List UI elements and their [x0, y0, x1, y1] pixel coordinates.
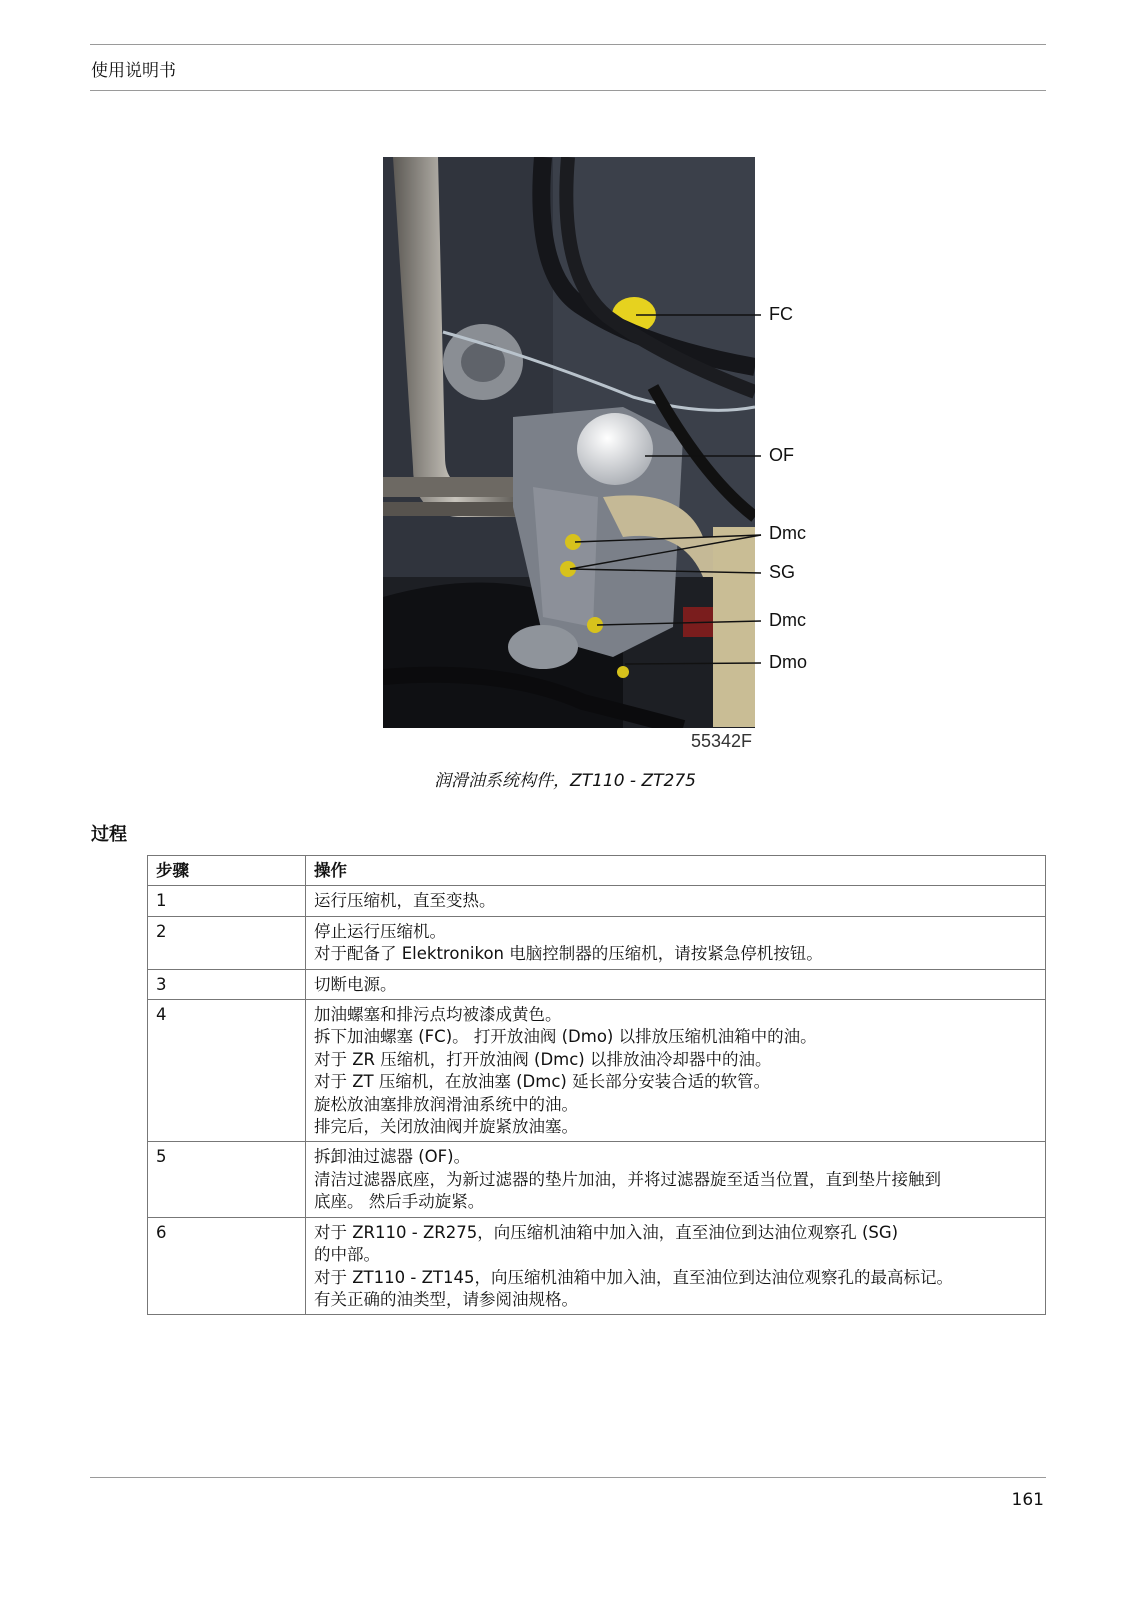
- document-title: 使用说明书: [91, 61, 176, 81]
- action-line: 运行压缩机，直至变热。: [314, 891, 496, 911]
- header-top-rule: [90, 44, 1046, 45]
- action-line: 有关正确的油类型，请参阅油规格。: [314, 1289, 578, 1309]
- step-number: 2: [148, 916, 306, 969]
- action-line: 的中部。: [314, 1245, 380, 1265]
- figure-id: 55342F: [691, 731, 753, 751]
- step-action: [306, 916, 1046, 969]
- procedure-table: [147, 855, 1046, 1315]
- action-line: 对于 ZR 压缩机，打开放油阀 (Dmc) 以排放油冷却器中的油。: [314, 1049, 772, 1069]
- section-title: 过程: [91, 824, 127, 845]
- step-action: [306, 1217, 1046, 1315]
- table-row: [148, 969, 1046, 999]
- header-bottom-rule: [90, 90, 1046, 91]
- action-line: 清洁过滤器底座，为新过滤器的垫片加油，并将过滤器旋至适当位置，直到垫片接触到: [314, 1169, 941, 1189]
- header-step: 步骤: [148, 856, 306, 886]
- action-line: 对于配备了 Elektronikon 电脑控制器的压缩机，请按紧急停机按钮。: [314, 944, 823, 964]
- page-number: 161: [1011, 1490, 1044, 1510]
- step-number: 1: [148, 886, 306, 916]
- callout-of: OF: [769, 445, 794, 465]
- action-line: 对于 ZT 压缩机，在放油塞 (Dmc) 延长部分安装合适的软管。: [314, 1072, 771, 1092]
- action-line: 对于 ZR110 - ZR275，向压缩机油箱中加入油，直至油位到达油位观察孔 (SG): [314, 1222, 899, 1242]
- step-number: 5: [148, 1142, 306, 1217]
- action-line: 加油螺塞和排污点均被漆成黄色。: [314, 1005, 562, 1025]
- action-line: 拆卸油过滤器 (OF)。: [314, 1147, 471, 1167]
- callout-dmc-upper: Dmc: [769, 523, 806, 543]
- table-row: [148, 1217, 1046, 1315]
- action-line: 底座。 然后手动旋紧。: [314, 1192, 485, 1212]
- step-action: [306, 1142, 1046, 1217]
- step-number: 4: [148, 1000, 306, 1142]
- lubrication-system-figure: [383, 157, 823, 757]
- step-action: [306, 969, 1046, 999]
- action-line: 排完后，关闭放油阀并旋紧放油塞。: [314, 1117, 578, 1137]
- footer-rule: [90, 1477, 1046, 1478]
- header-action: 操作: [306, 856, 1046, 886]
- table-row: [148, 916, 1046, 969]
- table-row: [148, 886, 1046, 916]
- action-line: 旋松放油塞排放润滑油系统中的油。: [314, 1094, 578, 1114]
- table-row: [148, 1000, 1046, 1142]
- action-line: 切断电源。: [314, 974, 397, 994]
- step-action: [306, 1000, 1046, 1142]
- step-number: 3: [148, 969, 306, 999]
- callout-dmc-lower: Dmc: [769, 610, 806, 630]
- action-line: 对于 ZT110 - ZT145，向压缩机油箱中加入油，直至油位到达油位观察孔的最高标记。: [314, 1267, 953, 1287]
- step-number: 6: [148, 1217, 306, 1315]
- table-row: [148, 1142, 1046, 1217]
- callout-fc: FC: [769, 304, 793, 324]
- step-action: [306, 886, 1046, 916]
- callout-leader-lines: [383, 157, 823, 757]
- figure-caption: 润滑油系统构件，ZT110 - ZT275: [434, 771, 696, 791]
- action-line: 停止运行压缩机。: [314, 921, 446, 941]
- table-header-row: [148, 856, 1046, 886]
- callout-sg: SG: [769, 562, 796, 582]
- action-line: 拆下加油螺塞 (FC)。 打开放油阀 (Dmo) 以排放压缩机油箱中的油。: [314, 1027, 817, 1047]
- callout-dmo: Dmo: [769, 652, 808, 672]
